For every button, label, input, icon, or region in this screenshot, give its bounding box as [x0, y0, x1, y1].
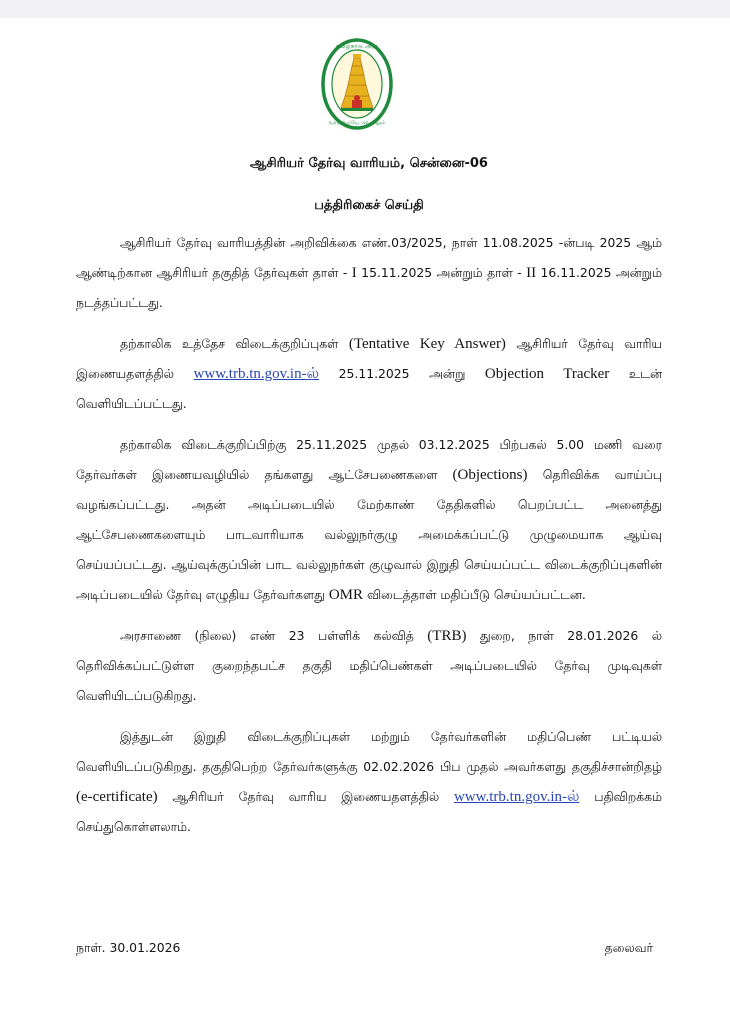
- paragraph-certificate: இத்துடன் இறுதி விடைக்குறிப்புகள் மற்றும் தேர்வர்களின் மதிப்பெண் பட்டியல் வெளியிடப்படுகிறது. தகுதிபெற்ற தேர்வர்களுக்கு 02.02.2026 பிப முதல் அவர்களது தகுதிச்சான்றிதழ் (e-certificate) ஆசிரியர் தேர்வு வாரிய இணையதளத்தில் www.trb.tn.gov.in-ல் பதிவிறக்கம் செய்துகொள்ளலாம்.: [76, 729, 662, 834]
- release-date: நாள். 30.01.2026: [76, 940, 181, 955]
- office-title: ஆசிரியர் தேர்வு வாரியம், சென்னை-06: [250, 156, 488, 171]
- signatory: தலைவர்: [604, 940, 653, 955]
- paragraph-tentative-key: தற்காலிக உத்தேச விடைக்குறிப்புகள் (Tentative Key Answer) ஆசிரியர் தேர்வு வாரிய இணையதளத்தில் www.trb.tn.gov.in-ல் 25.11.2025 அன்று Objection Tracker உடன் வெளியிடப்பட்டது.: [76, 336, 663, 411]
- tamil-nadu-emblem: [321, 38, 393, 134]
- press-release-document: [76, 156, 662, 842]
- paragraph-exam-dates: ஆசிரியர் தேர்வு வாரியத்தின் அறிவிக்கை எண்.03/2025, நாள் 11.08.2025 -ன்படி 2025 ஆம் ஆண்டிற்கான ஆசிரியர் தகுதித் தேர்வுகள் தாள் - I 15.11.2025 அன்றும் தாள் - II 16.11.2025 அன்றும் நடத்தப்பட்டது.: [76, 235, 662, 310]
- svg-text:தமிழ்நாடு அரசு: தமிழ்நாடு அரசு: [335, 43, 379, 50]
- svg-text:வாய்மையே வெல்லும்: வாய்மையே வெல்லும்: [328, 120, 386, 126]
- press-release-heading: பத்திரிகைச் செய்தி: [314, 198, 424, 213]
- paragraph-objections: தற்காலிக விடைக்குறிப்பிற்கு 25.11.2025 முதல் 03.12.2025 பிற்பகல் 5.00 மணி வரை தேர்வர்கள் இணையவழியில் தங்களது ஆட்சேபணைகளை (Objections) தெரிவிக்க வாய்ப்பு வழங்கப்பட்டது. அதன் அடிப்படையில் மேற்காண் தேதிகளில் பெறப்பட்ட அனைத்து ஆட்சேபணைகளையும் பாடவாரியாக வல்லுநர்குழு அமைக்கப்பட்டு முழுமையாக ஆய்வு செய்யப்பட்டது. ஆய்வுக்குப்பின் பாட வல்லுநர்கள் குழுவால் இறுதி செய்யப்பட்ட விடைக்குறிப்புகளின் அடிப்படையில் தேர்வு எழுதிய தேர்வர்களது OMR விடைத்தாள் மதிப்பீடு செய்யப்பட்டன.: [76, 437, 662, 603]
- trb-website-link[interactable]: www.trb.tn.gov.in-ல்: [193, 366, 320, 382]
- paragraph-results: அரசாணை (நிலை) எண் 23 பள்ளிக் கல்வித் (TRB) துறை, நாள் 28.01.2026 ல் தெரிவிக்கப்பட்டுள்ள குறைந்தபட்ச தகுதி மதிப்பெண்கள் அடிப்படையில் தேர்வு முடிவுகள் வெளியிடப்படுகிறது.: [76, 628, 662, 703]
- trb-website-link-2[interactable]: www.trb.tn.gov.in-ல்: [453, 789, 580, 805]
- top-band: [0, 0, 730, 18]
